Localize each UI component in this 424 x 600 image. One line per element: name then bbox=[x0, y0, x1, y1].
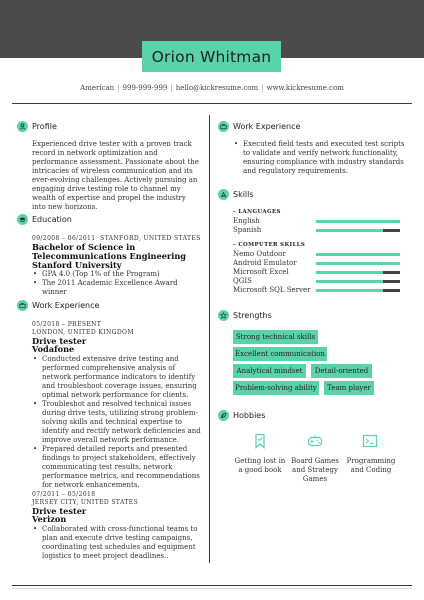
education-degree-line2: Telecommunications Engineering bbox=[32, 251, 187, 261]
education-dates: 09/2008 – 06/2011 bbox=[32, 235, 96, 242]
footer-divider bbox=[12, 585, 412, 586]
candidate-name: Orion Whitman bbox=[151, 47, 272, 66]
skill-bar bbox=[316, 271, 400, 274]
skill-name: QGIS bbox=[233, 277, 252, 285]
skill-name: Android Emulator bbox=[233, 259, 297, 267]
column-divider bbox=[209, 115, 210, 563]
strength-tag: Detail-oriented bbox=[311, 364, 372, 378]
work-2-role: Drive tester bbox=[32, 506, 87, 516]
work-1-location: LONDON, UNITED KINGDOM bbox=[32, 329, 134, 336]
terminal-icon bbox=[362, 433, 378, 449]
user-icon bbox=[17, 121, 28, 132]
hobby-label-line: and Strategy bbox=[292, 466, 338, 474]
contact-nationality: American bbox=[80, 84, 115, 92]
list-item: • Collaborated with cross-functional teams to plan and execute drive testing campaigns, coordinating test schedules and equipment logistics to meet project deadlines.. bbox=[32, 525, 202, 561]
education-bullets bbox=[32, 270, 202, 297]
skill-bar-fill bbox=[316, 229, 383, 232]
footer-rule bbox=[12, 588, 412, 589]
work-2-dates: 07/2011 – 05/2018 bbox=[32, 491, 96, 498]
skill-bar bbox=[316, 253, 400, 256]
contact-line bbox=[0, 84, 424, 92]
skills-icon bbox=[218, 189, 229, 200]
contact-separator: | bbox=[261, 84, 264, 92]
work-1-bullets bbox=[32, 355, 204, 490]
strength-tag: Problem-solving ability bbox=[233, 381, 319, 395]
work-2-location: JERSEY CITY, UNITED STATES bbox=[32, 499, 139, 506]
contact-website[interactable]: www.kickresume.com bbox=[266, 84, 344, 92]
list-item: • GPA 4.0 (Top 1% of the Program) bbox=[32, 270, 202, 279]
work-2-bullets bbox=[32, 525, 202, 561]
hobby-label-line: and Coding bbox=[350, 466, 392, 474]
education-title: Education bbox=[32, 215, 72, 224]
skills-title: Skills bbox=[233, 190, 254, 199]
list-item: • Troubleshot and resolved technical issues during drive tests, utilizing strong problem-solving skills and technical expertise to identify and rectify network deficiencies and improve overall network performance. bbox=[32, 400, 204, 445]
skill-bar bbox=[316, 289, 400, 292]
education-degree-line1: Bachelor of Science in bbox=[32, 242, 136, 252]
skill-bar-fill bbox=[316, 289, 383, 292]
gamepad-icon bbox=[307, 433, 323, 449]
strength-tag: Excellent communication bbox=[233, 347, 327, 361]
hobby-label-line: Programming bbox=[346, 457, 396, 465]
strength-tag: Strong technical skills bbox=[233, 330, 318, 344]
name-box bbox=[142, 41, 281, 72]
work-left-title: Work Experience bbox=[32, 301, 100, 310]
header-divider bbox=[12, 103, 412, 104]
skills-group-label: – LANGUAGES bbox=[233, 209, 281, 215]
briefcase-icon bbox=[17, 300, 28, 311]
hobby-label bbox=[331, 457, 411, 475]
graduation-cap-icon bbox=[17, 214, 28, 225]
hobby-label-line: a good book bbox=[238, 466, 282, 474]
list-item: • The 2011 Academic Excellence Award winner bbox=[32, 279, 202, 297]
contact-separator: | bbox=[170, 84, 173, 92]
education-school: Stanford University bbox=[32, 260, 122, 270]
contact-separator: | bbox=[117, 84, 120, 92]
strengths-title: Strengths bbox=[233, 311, 272, 320]
strength-tag: Team player bbox=[324, 381, 374, 395]
hobbies-title: Hobbies bbox=[233, 411, 266, 420]
work-1-company: Vodafone bbox=[32, 344, 75, 354]
profile-text: Experienced drive tester with a proven track record in network optimization and performance assessment. Passionate about the intricacies of wireless communication and its ever-evolving challenges. Actively pursuing an engaging drive testing role to channel my wealth of expertise and propel the industry into new horizons. bbox=[32, 140, 199, 211]
work-right-title: Work Experience bbox=[233, 122, 301, 131]
briefcase-icon bbox=[218, 121, 229, 132]
contact-phone: 999-999-999 bbox=[122, 84, 168, 92]
skill-bar-fill bbox=[316, 220, 400, 223]
list-item: • Conducted extensive drive testing and performed comprehensive analysis of network performance indicators to identify and troubleshoot coverage issues, ensuring optimal network performance for clients. bbox=[32, 355, 204, 400]
leaf-icon bbox=[218, 410, 229, 421]
skill-bar-fill bbox=[316, 253, 400, 256]
star-icon bbox=[218, 310, 229, 321]
skill-bar bbox=[316, 229, 400, 232]
skill-bar-fill bbox=[316, 262, 400, 265]
education-location: STANFORD, UNITED STATES bbox=[100, 235, 201, 242]
work-1-dates: 05/2018 – PRESENT bbox=[32, 321, 102, 328]
skills-group-label: – COMPUTER SKILLS bbox=[233, 242, 306, 248]
skill-name: Spanish bbox=[233, 226, 262, 234]
skill-bar bbox=[316, 280, 400, 283]
hobby-label-line: Getting lost in bbox=[234, 457, 286, 465]
contact-email[interactable]: hello@kickresume.com bbox=[175, 84, 259, 92]
skill-name: Microsoft SQL Server bbox=[233, 286, 311, 294]
education-meta bbox=[32, 235, 201, 242]
strength-tag: Analytical mindset bbox=[233, 364, 306, 378]
bookmark-icon bbox=[252, 433, 268, 449]
skill-bar bbox=[316, 220, 400, 223]
list-item: • Prepared detailed reports and presented findings to project stakeholders, effectively communicating test results, network performance metrics, and recommendations for network enhancements. bbox=[32, 445, 204, 490]
work-2-company: Verizon bbox=[32, 514, 67, 524]
skill-name: Microsoft Excel bbox=[233, 268, 289, 276]
skill-bar-fill bbox=[316, 280, 383, 283]
skill-bar-fill bbox=[316, 271, 383, 274]
list-item: • Executed field tests and executed test scripts to validate and verify network functionality, ensuring compliance with industry standards and regulatory requirements. bbox=[233, 140, 405, 176]
work-right-bullets bbox=[233, 140, 405, 176]
skill-name: Nemo Outdoor bbox=[233, 250, 286, 258]
work-1-role: Drive tester bbox=[32, 336, 87, 346]
skill-bar bbox=[316, 262, 400, 265]
skill-name: English bbox=[233, 217, 260, 225]
hobby-label-line: Board Games bbox=[291, 457, 339, 465]
profile-title: Profile bbox=[32, 122, 57, 131]
hobby-label-line: Games bbox=[302, 475, 328, 483]
